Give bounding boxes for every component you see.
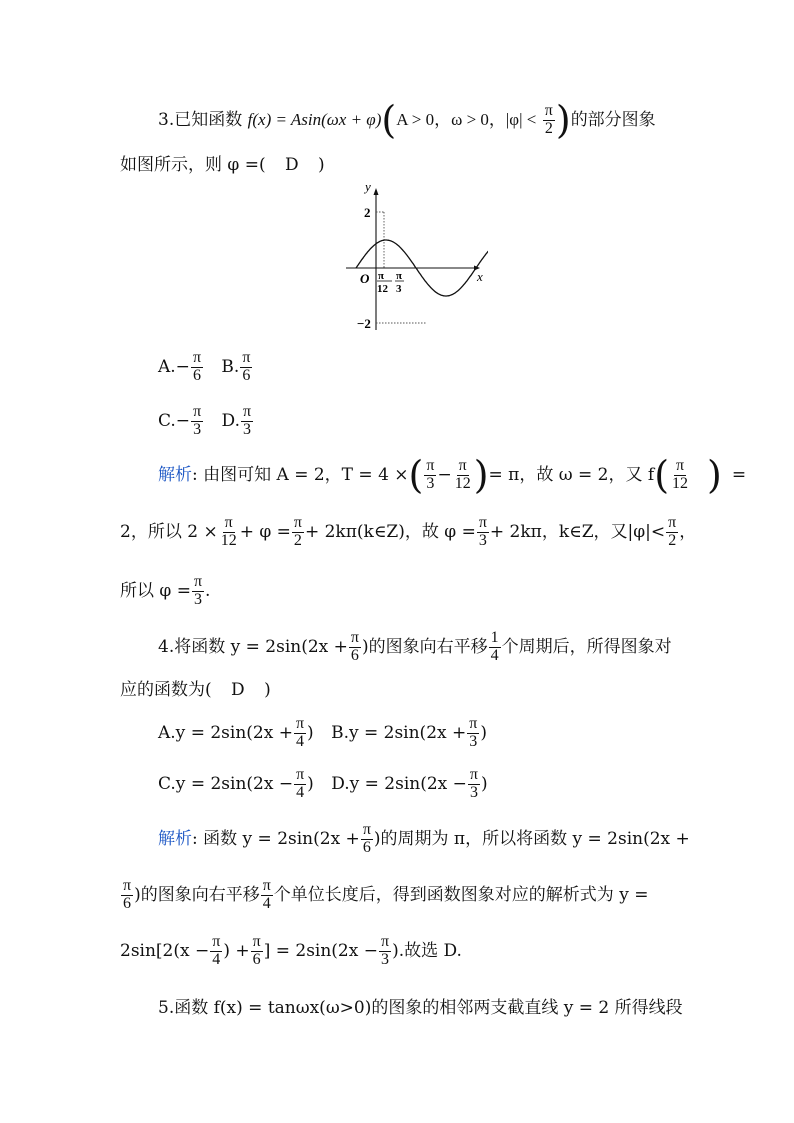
- q4-option-a: A.y = 2sin(2x + $\frac{\pi}{4}$ ): [158, 715, 314, 750]
- q4-stem-line1: 4.将函数 y = 2sin(2x + $\frac{\pi}{6}$ )的图象向右平移 $\frac{1}{4}$ 个周期后，所得图象对: [158, 629, 672, 664]
- q4-option-c: C.y = 2sin(2x − $\frac{\pi}{4}$ ): [158, 766, 314, 801]
- y-axis-label: y: [365, 180, 371, 194]
- q4-stem-line2: 应的函数为( D ): [120, 680, 271, 700]
- origin-label: O: [360, 271, 370, 286]
- y-min-label: −2: [357, 316, 371, 331]
- big-right-paren: ): [555, 98, 571, 143]
- q4-options-row1: [158, 716, 487, 751]
- q3-option-c: C.− $\frac{\pi}{3}$: [158, 403, 202, 438]
- big-left-paren: (: [381, 98, 397, 143]
- q4-analysis-line1: 解析: 函数 y = 2sin(2x + $\frac{\pi}{6}$ )的周期为 π，所以将函数 y = 2sin(2x +: [158, 821, 690, 856]
- q3-options-row1: [158, 350, 253, 385]
- q3-analysis-line1: 解析: 由图可知 A = 2，T = 4 ×( $\frac{\pi}{3}$ − $\frac{\pi}{12}$ )= π，故 ω = 2，又 f( $\frac{\pi}{12}$ ) =: [158, 453, 747, 498]
- q4-option-b: B.y = 2sin(2x + $\frac{\pi}{3}$ ): [331, 715, 487, 750]
- q5-stem-line1: 5.函数 f(x) = tanωx(ω>0)的图象的相邻两支截直线 y = 2 所得线段: [158, 998, 683, 1018]
- q3-function-expression: f(x) = Asin(ωx + φ): [247, 109, 382, 129]
- q3-analysis-line2: 2，所以 2 × $\frac{\pi}{12}$ + φ = $\frac{\pi}{2}$ + 2kπ(k∈Z)，故 φ = $\frac{\pi}{3}$ + 2kπ，k∈Z，又|φ|< $\frac{\pi}{2}$ ，: [120, 514, 697, 549]
- analysis-label: 解析: [158, 464, 192, 485]
- y-axis-arrow-icon: [374, 188, 379, 195]
- q3-answer: D: [285, 155, 299, 175]
- q3-stem-b: 的部分图象: [570, 109, 656, 130]
- q3-options-row2: [158, 404, 254, 439]
- q3-sine-graph: [338, 180, 488, 335]
- x-axis-label: x: [477, 269, 483, 284]
- y-max-label: 2: [364, 205, 371, 220]
- tick-label-pi-over-3: [395, 270, 404, 295]
- q3-stem-line2: [120, 157, 325, 174]
- svg-text:π: π: [378, 270, 385, 282]
- q3-stem-line1: [158, 98, 656, 143]
- q3-stem-a: 3.已知函数: [158, 109, 243, 130]
- q3-analysis-line3: 所以 φ = $\frac{\pi}{3}$ .: [120, 573, 211, 608]
- q4-option-d: D.y = 2sin(2x − $\frac{\pi}{3}$ ): [331, 766, 488, 801]
- q4-analysis-line2: $\frac{\pi}{6}$ )的图象向右平移 $\frac{\pi}{4}$ 个单位长度后，得到函数图象对应的解析式为 y =: [123, 877, 649, 912]
- q3-stem-c: 如图所示，则 φ =(: [120, 155, 266, 175]
- q3-condition: A > 0，ω > 0，|φ| <: [396, 109, 537, 129]
- q3-option-a: A.− $\frac{\pi}{6}$: [158, 349, 202, 384]
- q4-answer: D: [231, 680, 245, 700]
- q4-options-row2: [158, 767, 488, 802]
- q3-option-b: B. $\frac{\pi}{6}$: [221, 349, 251, 384]
- analysis-label: 解析: [158, 828, 192, 849]
- svg-text:12: 12: [377, 283, 388, 295]
- q4-analysis-line3: 2sin[2(x − $\frac{\pi}{4}$ ) + $\frac{\pi}{6}$ ] = 2sin(2x − $\frac{\pi}{3}$ ).故选 D.: [120, 933, 462, 968]
- tick-label-pi-over-12: [377, 270, 392, 295]
- q3-option-d: D. $\frac{\pi}{3}$: [221, 403, 252, 438]
- svg-text:π: π: [396, 270, 403, 282]
- svg-text:3: 3: [396, 283, 402, 295]
- fraction-pi-over-2: $\frac{\pi}{2}$: [544, 102, 553, 137]
- q3-close-paren: ): [318, 155, 325, 175]
